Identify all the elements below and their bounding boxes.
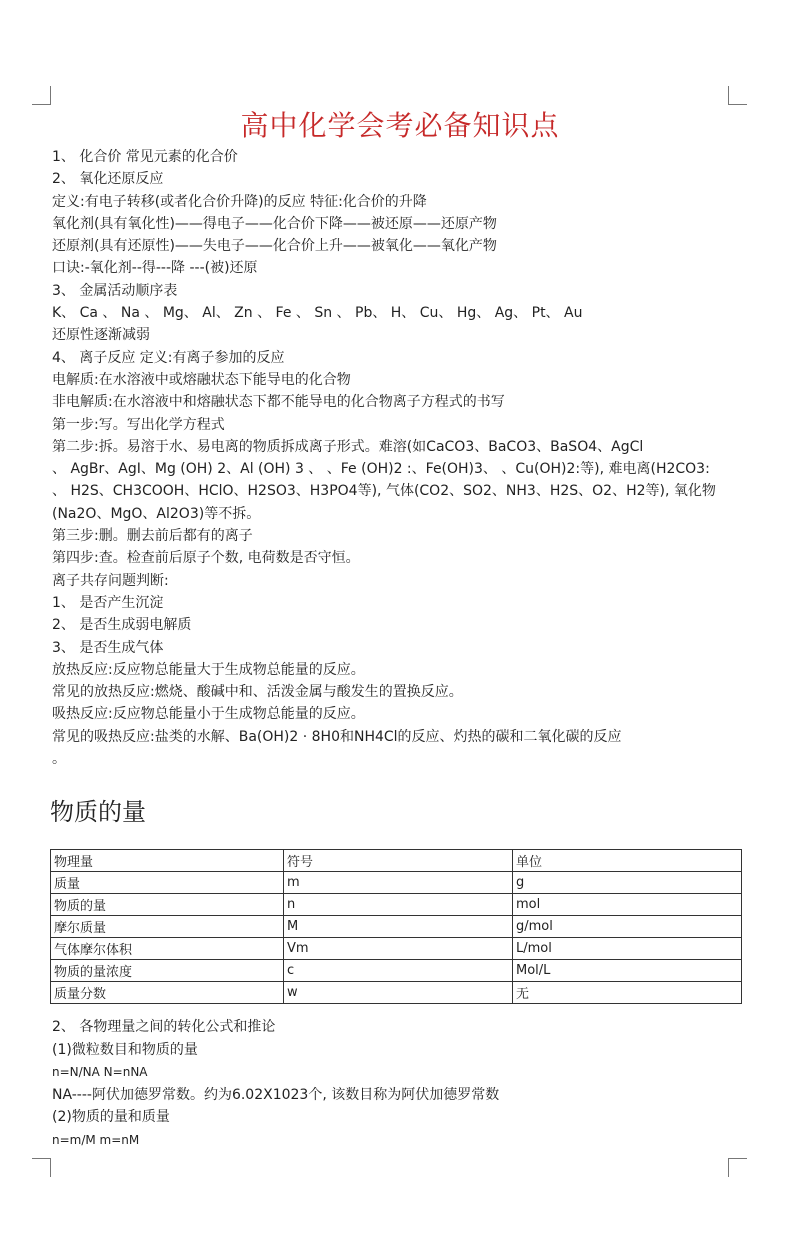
- table-cell: g/mol: [513, 916, 742, 938]
- text-line: 口诀:-氧化剂--得---降 ---(被)还原: [52, 260, 258, 277]
- formula-line: n=N/NA N=nNA: [52, 1065, 148, 1080]
- formula-notes: [52, 1016, 752, 1152]
- text-line: 氧化剂(具有氧化性)——得电子——化合价下降——被还原——还原产物: [52, 215, 497, 232]
- text-line: 离子共存问题判断:: [52, 572, 169, 589]
- table-header-row: [51, 850, 742, 872]
- table-cell: 摩尔质量: [51, 916, 284, 938]
- table-cell: 质量: [51, 872, 284, 894]
- table-cell: w: [284, 982, 513, 1004]
- corner-mark-top-right: [728, 86, 747, 105]
- text-line: (Na2O、MgO、Al2O3)等不拆。: [52, 505, 261, 522]
- text-line: (1)微粒数目和物质的量: [52, 1041, 198, 1058]
- text-line: 2、 各物理量之间的转化公式和推论: [52, 1019, 276, 1035]
- text-line: 2、 是否生成弱电解质: [52, 617, 192, 634]
- text-line: 第一步:写。写出化学方程式: [52, 416, 225, 433]
- table-header-cell: 单位: [513, 850, 742, 872]
- section-title: 物质的量: [50, 798, 146, 826]
- text-line: 。: [52, 751, 66, 768]
- text-line: 第三步:删。删去前后都有的离子: [52, 528, 253, 545]
- text-line: 3、 是否生成气体: [52, 639, 164, 656]
- text-line: 吸热反应:反应物总能量小于生成物总能量的反应。: [52, 706, 365, 723]
- table-cell: c: [284, 960, 513, 982]
- notes-body: [52, 146, 752, 770]
- table-cell: 气体摩尔体积: [51, 938, 284, 960]
- text-line: 常见的吸热反应:盐类的水解、Ba(OH)2 · 8H0和NH4Cl的反应、灼热的碳和二氧化碳的反应: [52, 728, 622, 745]
- table-cell: L/mol: [513, 938, 742, 960]
- table-cell: 质量分数: [51, 982, 284, 1004]
- corner-mark-bottom-right: [728, 1158, 747, 1177]
- table-cell: m: [284, 872, 513, 894]
- table-cell: 物质的量浓度: [51, 960, 284, 982]
- table-row: [51, 894, 742, 916]
- text-line: 还原剂(具有还原性)——失电子——化合价上升——被氧化——氧化产物: [52, 238, 497, 255]
- table-row: [51, 960, 742, 982]
- table-cell: 物质的量: [51, 894, 284, 916]
- table-cell: g: [513, 872, 742, 894]
- table-cell: Mol/L: [513, 960, 742, 982]
- text-line: 2、 氧化还原反应: [52, 171, 164, 188]
- table-cell: Vm: [284, 938, 513, 960]
- text-line: 非电解质:在水溶液中和熔融状态下都不能导电的化合物离子方程式的书写: [52, 394, 505, 411]
- text-line: 还原性逐渐减弱: [52, 327, 150, 344]
- table-header-cell: 符号: [284, 850, 513, 872]
- table-cell: M: [284, 916, 513, 938]
- text-line: NA----阿伏加德罗常数。约为6.02X1023个, 该数目称为阿伏加德罗常数: [52, 1086, 500, 1103]
- text-line: 、 H2S、CH3COOH、HClO、H2SO3、H3PO4等), 气体(CO2、SO2、NH3、H2S、O2、H2等), 氧化物: [52, 483, 716, 500]
- document-title: 高中化学会考必备知识点: [240, 109, 560, 142]
- formula-line: n=m/M m=nM: [52, 1132, 140, 1147]
- text-line: 、 AgBr、AgI、Mg (OH) 2、Al (OH) 3 、 、Fe (OH)2 :、Fe(OH)3、 、Cu(OH)2:等), 难电离(H2CO3:: [52, 461, 710, 478]
- table-row: [51, 982, 742, 1004]
- corner-mark-bottom-left: [32, 1158, 51, 1177]
- text-line: 第二步:拆。易溶于水、易电离的物质拆成离子形式。难溶(如CaCO3、BaCO3、BaSO4、AgCl: [52, 438, 644, 455]
- text-line: 定义:有电子转移(或者化合价升降)的反应 特征:化合价的升降: [52, 193, 427, 210]
- table-row: [51, 916, 742, 938]
- text-line: 常见的放热反应:燃烧、酸碱中和、活泼金属与酸发生的置换反应。: [52, 684, 463, 701]
- table-cell: mol: [513, 894, 742, 916]
- corner-mark-top-left: [32, 86, 51, 105]
- text-line: 第四步:查。检查前后原子个数, 电荷数是否守恒。: [52, 550, 360, 567]
- text-line: (2)物质的量和质量: [52, 1109, 170, 1126]
- text-line: 电解质:在水溶液中或熔融状态下能导电的化合物: [52, 371, 351, 388]
- text-line: 1、 是否产生沉淀: [52, 594, 164, 611]
- quantity-table: [50, 849, 742, 1004]
- text-line: 1、 化合价 常见元素的化合价: [52, 149, 238, 165]
- table-header-cell: 物理量: [51, 850, 284, 872]
- table-row: [51, 938, 742, 960]
- text-line: 放热反应:反应物总能量大于生成物总能量的反应。: [52, 661, 365, 678]
- text-line: K、 Ca 、 Na 、 Mg、 Al、 Zn 、 Fe 、 Sn 、 Pb、 H、 Cu、 Hg、 Ag、 Pt、 Au: [52, 305, 583, 322]
- text-line: 4、 离子反应 定义:有离子参加的反应: [52, 349, 285, 366]
- table-row: [51, 872, 742, 894]
- table-cell: 无: [513, 982, 742, 1004]
- table-cell: n: [284, 894, 513, 916]
- text-line: 3、 金属活动顺序表: [52, 282, 178, 299]
